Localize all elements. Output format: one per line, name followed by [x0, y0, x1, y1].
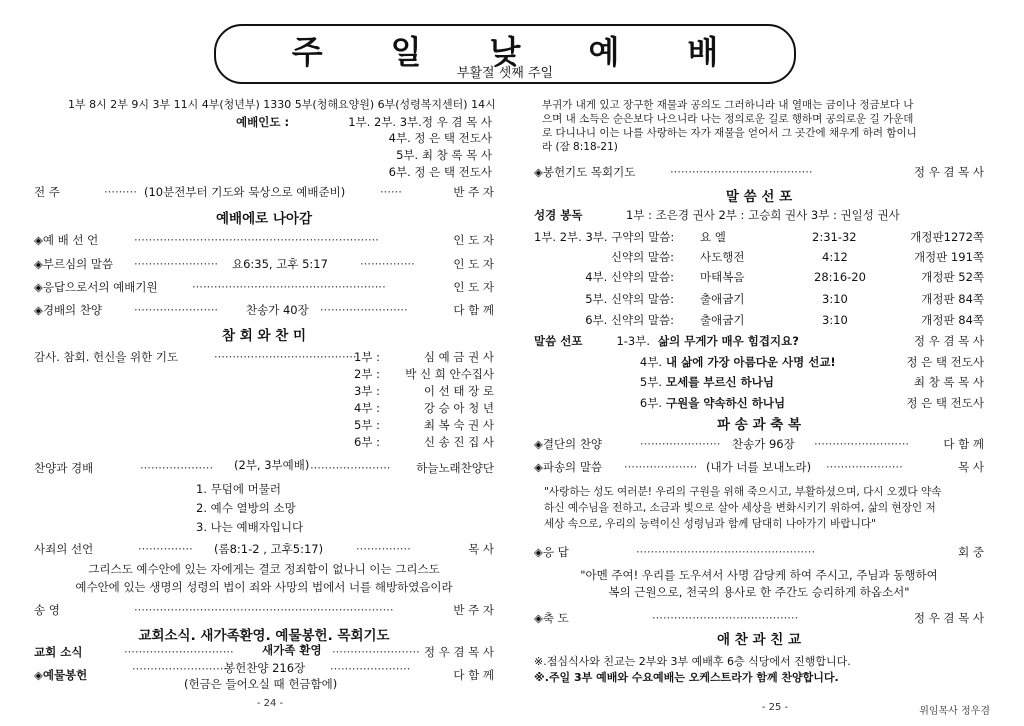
sermon-title: 삶의 무게가 매우 힘겹지요?: [658, 334, 799, 348]
offering-person: 다 함 께: [453, 668, 494, 682]
service-schedule: 1부 8시 2부 9시 3부 11시 4부(청년부) 1330 5부(청해요양원) 6부(성령복지센터) 14시: [68, 98, 496, 111]
item-mid: 찬송가 40장: [246, 303, 309, 317]
leader-line: 5부. 최 창 록 목 사: [396, 148, 492, 162]
leader-line: 4부. 정 은 택 전도사: [388, 131, 492, 145]
sermon-person: 최 창 록 목 사: [913, 375, 984, 389]
praise-mid: (2부, 3부예배): [234, 458, 310, 472]
prayer-name: 최 복 숙 권 사: [423, 418, 494, 432]
item-person: 인 도 자: [453, 233, 494, 247]
prayer-name: 강 승 아 청 년: [423, 401, 494, 415]
news-label: 교회 소식: [34, 645, 83, 659]
pastoral-label: ◈봉헌기도 목회기도: [534, 165, 636, 179]
decision-person: 다 함 께: [943, 437, 984, 451]
prayer-name: 심 예 금 권 사: [423, 350, 494, 364]
reading-page: 개정판 84쪽: [921, 292, 984, 306]
leader-dots: ···············: [356, 542, 411, 556]
leader-line: 1부. 2부. 3부.정 우 겸 목 사: [348, 115, 492, 129]
decision-mid: 찬송가 96장: [732, 437, 795, 451]
page-subtitle: 부활절 셋째 주일: [456, 66, 554, 81]
prayer-name: 이 선 태 장 로: [423, 384, 494, 398]
reading-book: 출애굽기: [700, 292, 745, 306]
reading-ref: 4:12: [822, 250, 848, 264]
section-heading: 말 씀 선 포: [725, 189, 793, 205]
sermon-title: 내 삶에 가장 아름다운 사명 선교!: [666, 355, 836, 369]
leader-dots: ···············: [360, 257, 415, 271]
leader-dots: ······: [380, 185, 402, 199]
reading-part: 1부. 2부. 3부. 구약의 말씀:: [534, 230, 675, 244]
response-label: ◈응 답: [534, 545, 569, 559]
benediction-person: 정 우 겸 목 사: [913, 611, 984, 625]
news-mid: 새가족 환영: [262, 643, 322, 657]
sermon-part: 5부.: [639, 375, 662, 389]
reading-part: 4부. 신약의 말씀:: [585, 270, 674, 284]
prayer-part: 2부 :: [354, 367, 380, 381]
sending-mid: (내가 너를 보내노라): [706, 460, 812, 474]
item-person: 다 함 께: [453, 303, 494, 317]
scripture-text: 라 (잠 8:18-21): [542, 141, 618, 153]
sermon-part: 4부.: [639, 355, 662, 369]
leader-dots: ························: [332, 645, 420, 659]
footer-signature: 위임목사 정우겸: [919, 706, 990, 717]
sermon-person: 정 우 겸 목 사: [913, 334, 984, 348]
item-person: 인 도 자: [453, 280, 494, 294]
leader-dots: ····················: [140, 461, 214, 475]
title-char: 일: [390, 33, 422, 71]
prayer-part: 5부 :: [354, 418, 380, 432]
sending-text: "사랑하는 성도 여러분! 우리의 구원을 위해 죽으시고, 부활하셨으며, 다시 오겠다 약속: [544, 486, 942, 498]
leader-dots: ··························: [814, 437, 910, 451]
sermon-person: 정 은 택 전도사: [906, 355, 984, 369]
scripture-text: 부귀가 내게 있고 장구한 재물과 공의도 그러하니라 내 열매는 금이나 정금보다 나: [542, 99, 914, 111]
item-label: ◈예 배 선 언: [34, 233, 99, 247]
section-heading: 예배에로 나아감: [216, 211, 312, 227]
prelude-person: 반 주 자: [453, 185, 494, 199]
reading-book: 요 엘: [700, 230, 726, 244]
section-heading: 교회소식. 새가족환영. 예물봉헌. 목회기도: [138, 628, 390, 644]
forgive-mid: (롬8:1-2 , 고후5:17): [214, 542, 324, 556]
sermon-person: 정 은 택 전도사: [906, 396, 984, 410]
leader-dots: ···············: [138, 542, 193, 556]
leader-dots: ·················································: [636, 545, 816, 559]
reading-ref: 3:10: [822, 313, 848, 327]
reading-page: 개정판1272쪽: [910, 230, 984, 244]
item-mid: 요6:35, 고후 5:17: [232, 257, 328, 271]
leader-dots: ·······································: [670, 165, 813, 179]
song-item: 3. 나는 예배자입니다: [196, 520, 304, 534]
leader-dots: ··························: [132, 662, 228, 676]
item-label: ◈부르심의 말씀: [34, 257, 114, 271]
leader-dots: ·······································································: [134, 603, 394, 617]
leader-dots: ········································: [652, 611, 799, 625]
prayer-part: 1부 :: [354, 350, 380, 364]
sermon-label: 말씀 선포: [534, 334, 583, 348]
leader-dots: ······················: [640, 437, 721, 451]
reading-book: 마태복음: [700, 270, 745, 284]
sermon-part: 1-3부.: [616, 334, 650, 348]
section-heading: 참 회 와 찬 미: [221, 328, 306, 344]
leader-dots: ·····················: [826, 460, 903, 474]
section-heading: 파 송 과 축 복: [716, 417, 801, 433]
prelude-label: 전 주: [34, 185, 60, 199]
reading-part: 6부. 신약의 말씀:: [585, 313, 674, 327]
song-item: 2. 예수 열방의 소망: [196, 501, 296, 515]
scripture-text: 으며 내 소득은 순은보다 나으니라 나는 정의로운 길로 행하며 공의로운 길 가운데: [542, 113, 914, 125]
page-number: - 25 -: [761, 702, 789, 713]
scripture-text: 로 다니나니 이는 나를 사랑하는 자가 재물을 얻어서 그 곳간에 채우게 하려 함이니: [542, 127, 917, 139]
forgive-text: 그리스도 예수안에 있는 자에게는 결코 정죄함이 없나니 이는 그리스도: [88, 562, 440, 576]
song-item: 1. 무덤에 머물러: [196, 482, 281, 496]
news-person: 정 우 겸 목 사: [423, 645, 494, 659]
prayer-part: 3부 :: [354, 384, 380, 398]
section-heading: 애 찬 과 친 교: [716, 632, 801, 648]
sending-text: 하신 예수님을 전하고, 소금과 빛으로 살아 세상을 변화시키기 위하여, 삶의 현장인 저: [544, 502, 936, 514]
praise-label: 찬양과 경배: [34, 461, 94, 475]
reading-part: 신약의 말씀:: [610, 250, 674, 264]
reading-ref: 28:16-20: [814, 270, 866, 284]
sending-text: 세상 속으로, 우리의 능력이신 성령님과 함께 담대히 나아가기 바랍니다": [544, 518, 876, 530]
reading-ref: 3:10: [822, 292, 848, 306]
title-char: 주: [291, 33, 323, 71]
offering-note: (헌금은 들어오실 때 헌금함에): [184, 677, 338, 691]
item-person: 인 도 자: [453, 257, 494, 271]
reading-page: 개정판 52쪽: [921, 270, 984, 284]
leader-dots: ·······································: [214, 350, 357, 364]
leader-dots: ························: [320, 303, 408, 317]
benediction-label: ◈축 도: [534, 611, 569, 625]
sermon-title: 모세를 부르신 하나님: [666, 375, 774, 389]
notice: ※.점심식사와 친교는 2부와 3부 예배후 6층 식당에서 진행합니다.: [534, 655, 851, 668]
decision-label: ◈결단의 찬양: [534, 437, 603, 451]
forgive-text: 예수안에 있는 생명의 성령의 법이 죄와 사망의 법에서 너를 해방하였음이라: [75, 580, 453, 594]
response-text: "아멘 주여! 우리를 도우셔서 사명 감당케 하여 주시고, 주님과 동행하여: [580, 568, 938, 582]
sermon-title: 구원을 약속하신 하나님: [666, 396, 786, 410]
leader-line: 6부. 정 은 택 전도사: [388, 165, 492, 179]
leader-dots: ···································································: [134, 233, 379, 247]
reading-page: 개정판 191쪽: [913, 250, 984, 264]
pastoral-person: 정 우 겸 목 사: [913, 165, 984, 179]
reading-ref: 2:31-32: [812, 230, 857, 244]
leader-dots: ·······················: [134, 257, 219, 271]
praise-person: 하늘노래찬양단: [416, 461, 494, 475]
reading-book: 출애굽기: [700, 313, 745, 327]
notice: ※.주일 3부 예배와 수요예배는 오케스트라가 함께 찬양합니다.: [534, 671, 839, 684]
sermon-part: 6부.: [639, 396, 662, 410]
prelude-desc: (10분전부터 기도와 묵상으로 예배준비): [144, 185, 346, 199]
reading-label: 성경 봉독: [534, 208, 583, 222]
forgive-person: 목 사: [468, 542, 494, 556]
leader-dots: ······················: [330, 662, 411, 676]
forgive-label: 사죄의 선언: [34, 542, 94, 556]
leaders-label: 예배인도 :: [236, 115, 290, 129]
response-person: 회 중: [958, 545, 984, 559]
title-char: 예: [588, 33, 620, 71]
prayer-name: 신 송 진 집 사: [423, 435, 494, 449]
item-label: ◈응답으로서의 예배기원: [34, 280, 158, 294]
prayer-name: 박 신 희 안수집사: [405, 367, 494, 381]
page-number: - 24 -: [256, 698, 284, 709]
reading-page: 개정판 84쪽: [921, 313, 984, 327]
reading-book: 사도행전: [700, 250, 745, 264]
leader-dots: ····················: [624, 460, 698, 474]
leader-dots: ······················: [310, 461, 391, 475]
offering-label: ◈예물봉헌: [34, 668, 88, 682]
sending-label: ◈파송의 말씀: [534, 460, 603, 474]
readers: 1부 : 조은경 권사 2부 : 고승희 권사 3부 : 권일성 권사: [626, 208, 900, 222]
response-text: 복의 근원으로, 천국의 용사로 한 주간도 승리하게 하옵소서": [608, 585, 910, 599]
leader-dots: ·····················································: [192, 280, 386, 294]
prayer-label: 감사. 참회. 헌신을 위한 기도: [34, 350, 179, 364]
leader-dots: ·······················: [134, 303, 219, 317]
leader-dots: ······························: [124, 645, 234, 659]
title-char: 낮: [489, 33, 521, 71]
ode-person: 반 주 자: [453, 603, 494, 617]
item-label: ◈경배의 찬양: [34, 303, 103, 317]
reading-part: 5부. 신약의 말씀:: [585, 292, 674, 306]
ode-label: 송 영: [34, 603, 60, 617]
leader-dots: ·········: [104, 185, 137, 199]
prayer-part: 6부 :: [354, 435, 380, 449]
prayer-part: 4부 :: [354, 401, 380, 415]
sending-person: 목 사: [958, 460, 984, 474]
offering-mid: 봉헌찬양 216장: [224, 661, 306, 675]
title-char: 배: [687, 33, 719, 71]
